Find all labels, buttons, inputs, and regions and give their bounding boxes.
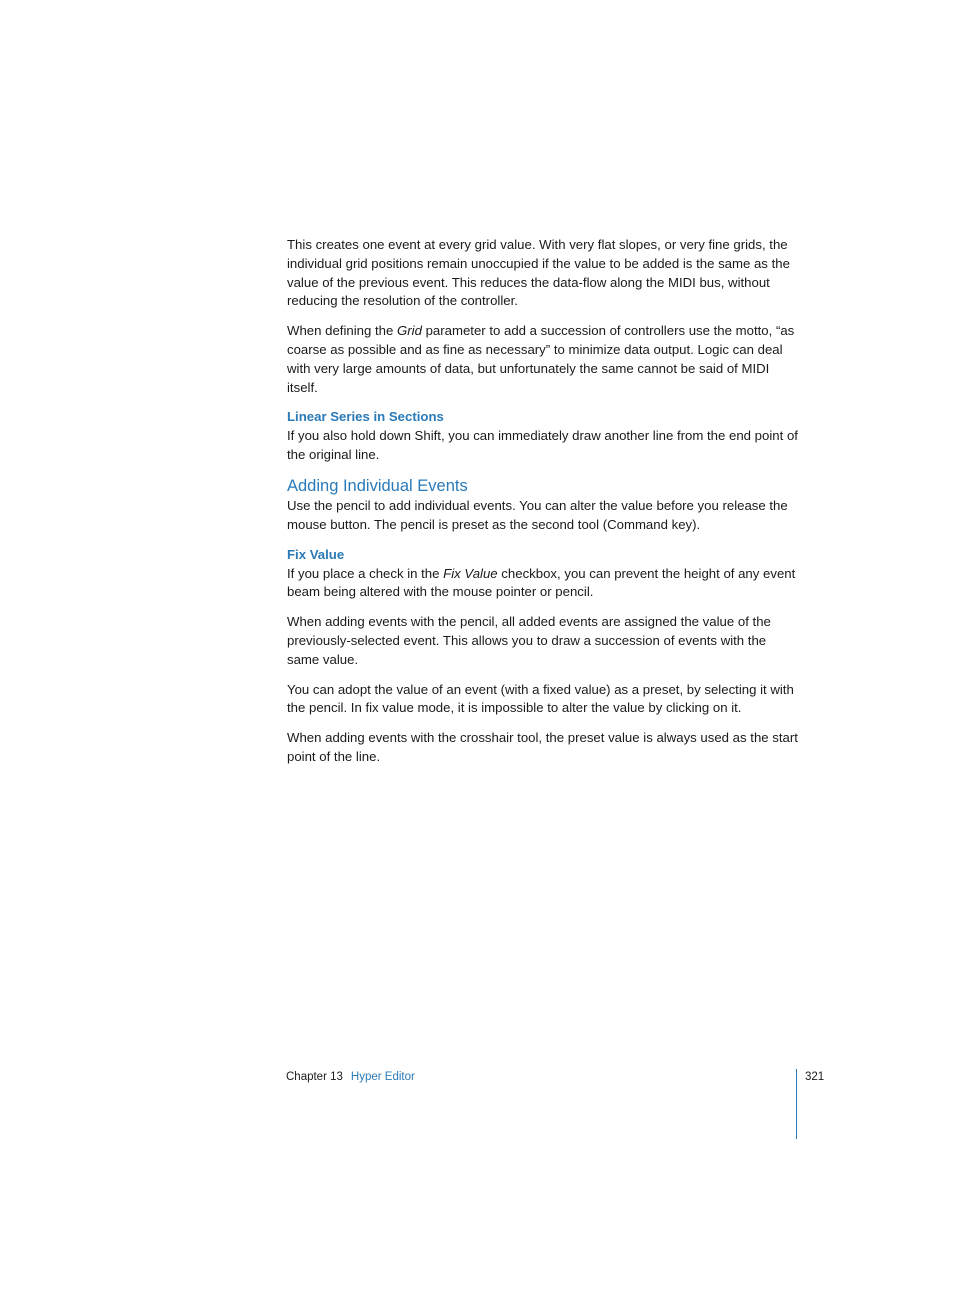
term-grid: Grid [396, 323, 422, 339]
paragraph-text: parameter to add a succession of controllers use the motto, “as coarse as possible and as fine as necessary” to minimize data output. Logic can deal with very large amounts of data, but unfortunately the same cannot be said of MIDI itself. [287, 323, 795, 395]
paragraph-crosshair: When adding events with the crosshair tool, the preset value is always used as the start point of the line. [287, 730, 798, 764]
paragraph-grid-parameter [287, 322, 799, 397]
term-fix-value: Fix Value [443, 565, 498, 581]
footer-chapter-title: Hyper Editor [350, 1071, 415, 1083]
paragraph-fix-value [287, 565, 799, 603]
footer-chapter-line [286, 1069, 415, 1085]
heading-adding-events: Adding Individual Events [287, 476, 468, 495]
paragraph-grid-value: This creates one event at every grid value. With very flat slopes, or very fine grids, the individual grid positions remain unoccupied if the value to be added is the same as the value of the previous event. This reduces the data-flow along the MIDI bus, without reducing the resolution of the controller. [287, 237, 790, 309]
paragraph-shift: If you also hold down Shift, you can immediately draw another line from the end point of the original line. [287, 428, 798, 463]
page-body [287, 236, 799, 778]
paragraph-text: checkbox, you can prevent the height of any event beam being altered with the mouse pointer or pencil. [287, 565, 796, 600]
footer-divider [796, 1069, 797, 1139]
page-number: 321 [805, 1071, 825, 1083]
paragraph-previous-event: When adding events with the pencil, all added events are assigned the value of the previously-selected event. This allows you to draw a succession of events with the same value. [287, 614, 771, 667]
paragraph-text: If you place a check in the [287, 565, 444, 581]
footer-chapter: Chapter 13 [286, 1071, 343, 1083]
heading-fix-value: Fix Value [287, 546, 345, 562]
heading-linear-series: Linear Series in Sections [287, 409, 444, 425]
paragraph-text: When defining the [287, 323, 397, 339]
paragraph-pencil: Use the pencil to add individual events. You can alter the value before you release the mouse button. The pencil is preset as the second tool (Command key). [287, 497, 788, 532]
paragraph-preset: You can adopt the value of an event (with a fixed value) as a preset, by selecting it with the pencil. In fix value mode, it is impossible to alter the value by clicking on it. [287, 681, 794, 716]
